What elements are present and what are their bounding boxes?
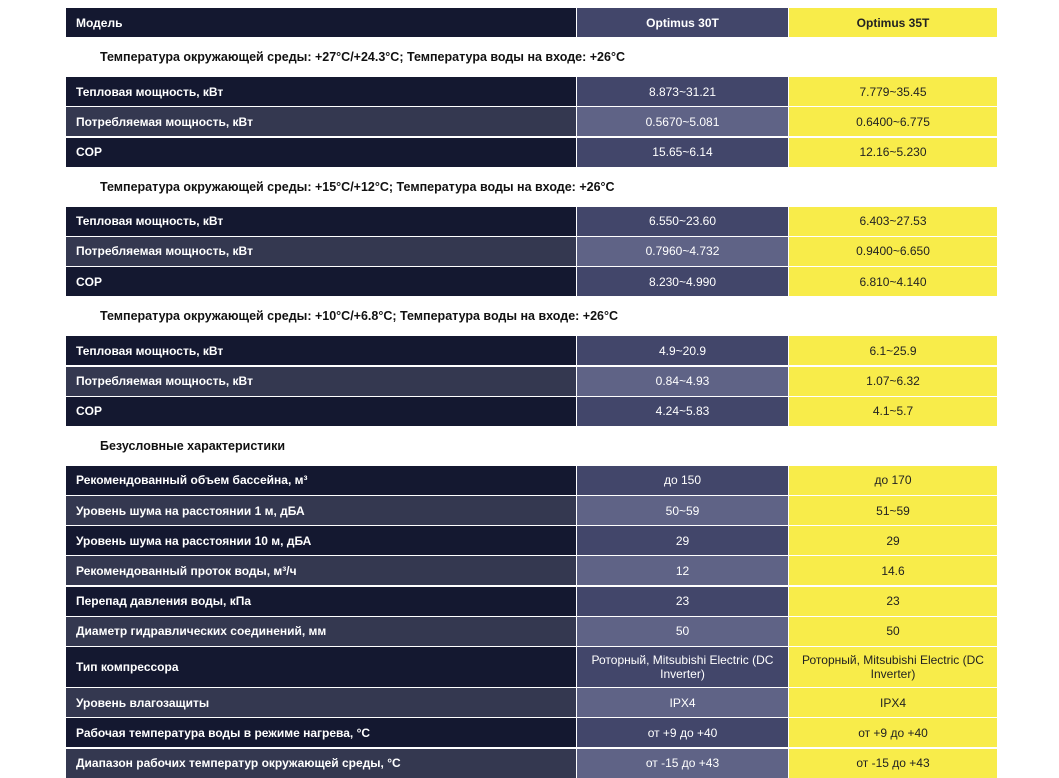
row-label: COP xyxy=(66,138,576,167)
value-35t: от -15 до +43 xyxy=(788,749,997,778)
header-model-label: Модель xyxy=(66,8,576,37)
value-35t: 4.1~5.7 xyxy=(788,397,997,426)
value-30t: 0.5670~5.081 xyxy=(576,107,788,136)
table-row xyxy=(66,555,997,585)
value-35t: 7.779~35.45 xyxy=(788,77,997,106)
value-30t: 0.7960~4.732 xyxy=(576,237,788,266)
value-35t: 50 xyxy=(788,617,997,646)
table-row xyxy=(66,266,997,296)
row-label: COP xyxy=(66,267,576,296)
value-30t: 8.230~4.990 xyxy=(576,267,788,296)
value-35t: 6.810~4.140 xyxy=(788,267,997,296)
table-row xyxy=(66,687,997,717)
value-35t: от +9 до +40 xyxy=(788,718,997,747)
value-30t: 4.24~5.83 xyxy=(576,397,788,426)
section-block xyxy=(66,336,997,425)
row-label: COP xyxy=(66,397,576,426)
table-row xyxy=(66,495,997,525)
table-row xyxy=(66,207,997,236)
row-label: Тепловая мощность, кВт xyxy=(66,77,576,106)
value-30t: 29 xyxy=(576,526,788,555)
section-block xyxy=(66,77,997,166)
table-row xyxy=(66,525,997,555)
row-label: Диаметр гидравлических соединений, мм xyxy=(66,617,576,646)
value-30t: от -15 до +43 xyxy=(576,749,788,778)
table-row xyxy=(66,137,997,167)
value-30t: 4.9~20.9 xyxy=(576,336,788,365)
value-30t: 8.873~31.21 xyxy=(576,77,788,106)
table-row xyxy=(66,106,997,136)
value-35t: Роторный, Mitsubishi Electric (DC Inverter) xyxy=(788,647,997,687)
value-35t: 23 xyxy=(788,587,997,616)
value-35t: 14.6 xyxy=(788,556,997,585)
row-label: Уровень шума на расстоянии 1 м, дБА xyxy=(66,496,576,525)
value-35t: 0.9400~6.650 xyxy=(788,237,997,266)
row-label: Рекомендованный объем бассейна, м³ xyxy=(66,466,576,495)
section-title: Температура окружающей среды: +15°C/+12°C; Температура воды на входе: +26°C xyxy=(100,179,615,194)
row-label: Тепловая мощность, кВт xyxy=(66,207,576,236)
value-30t: IPX4 xyxy=(576,688,788,717)
value-30t: 6.550~23.60 xyxy=(576,207,788,236)
section-title: Безусловные характеристики xyxy=(100,438,286,453)
section-title: Температура окружающей среды: +10°C/+6.8°C; Температура воды на входе: +26°C xyxy=(100,309,619,324)
row-label: Тепловая мощность, кВт xyxy=(66,336,576,365)
value-35t: 0.6400~6.775 xyxy=(788,107,997,136)
section-block xyxy=(66,466,997,778)
table-row xyxy=(66,236,997,266)
header-optimus-30t: Optimus 30T xyxy=(576,8,788,37)
value-35t: 1.07~6.32 xyxy=(788,367,997,396)
table-row xyxy=(66,748,997,778)
value-35t: 6.1~25.9 xyxy=(788,336,997,365)
value-30t: 0.84~4.93 xyxy=(576,367,788,396)
row-label: Диапазон рабочих температур окружающей среды, °C xyxy=(66,749,576,778)
value-30t: Роторный, Mitsubishi Electric (DC Inverter) xyxy=(576,647,788,687)
row-label: Потребляемая мощность, кВт xyxy=(66,107,576,136)
table-row xyxy=(66,336,997,365)
value-35t: 51~59 xyxy=(788,496,997,525)
row-label: Уровень влагозащиты xyxy=(66,688,576,717)
value-35t: IPX4 xyxy=(788,688,997,717)
header-optimus-35t: Optimus 35T xyxy=(788,8,997,37)
value-35t: до 170 xyxy=(788,466,997,495)
section-title: Температура окружающей среды: +27°C/+24.3°C; Температура воды на входе: +26°C xyxy=(100,50,625,65)
value-30t: 12 xyxy=(576,556,788,585)
table-row xyxy=(66,717,997,747)
section-block xyxy=(66,207,997,296)
table-row xyxy=(66,586,997,616)
header-row xyxy=(66,8,997,37)
value-30t: 50 xyxy=(576,617,788,646)
row-label: Уровень шума на расстоянии 10 м, дБА xyxy=(66,526,576,555)
specs-table xyxy=(66,8,997,778)
table-row xyxy=(66,366,997,396)
row-label: Рекомендованный проток воды, м³/ч xyxy=(66,556,576,585)
value-35t: 29 xyxy=(788,526,997,555)
table-row xyxy=(66,466,997,495)
row-label: Потребляемая мощность, кВт xyxy=(66,367,576,396)
row-label: Тип компрессора xyxy=(66,647,576,687)
table-row xyxy=(66,396,997,426)
table-row xyxy=(66,646,997,687)
table-row xyxy=(66,77,997,106)
row-label: Потребляемая мощность, кВт xyxy=(66,237,576,266)
value-35t: 6.403~27.53 xyxy=(788,207,997,236)
value-30t: от +9 до +40 xyxy=(576,718,788,747)
value-30t: 15.65~6.14 xyxy=(576,138,788,167)
table-row xyxy=(66,616,997,646)
value-35t: 12.16~5.230 xyxy=(788,138,997,167)
value-30t: 50~59 xyxy=(576,496,788,525)
row-label: Рабочая температура воды в режиме нагрева, °C xyxy=(66,718,576,747)
value-30t: до 150 xyxy=(576,466,788,495)
row-label: Перепад давления воды, кПа xyxy=(66,587,576,616)
value-30t: 23 xyxy=(576,587,788,616)
